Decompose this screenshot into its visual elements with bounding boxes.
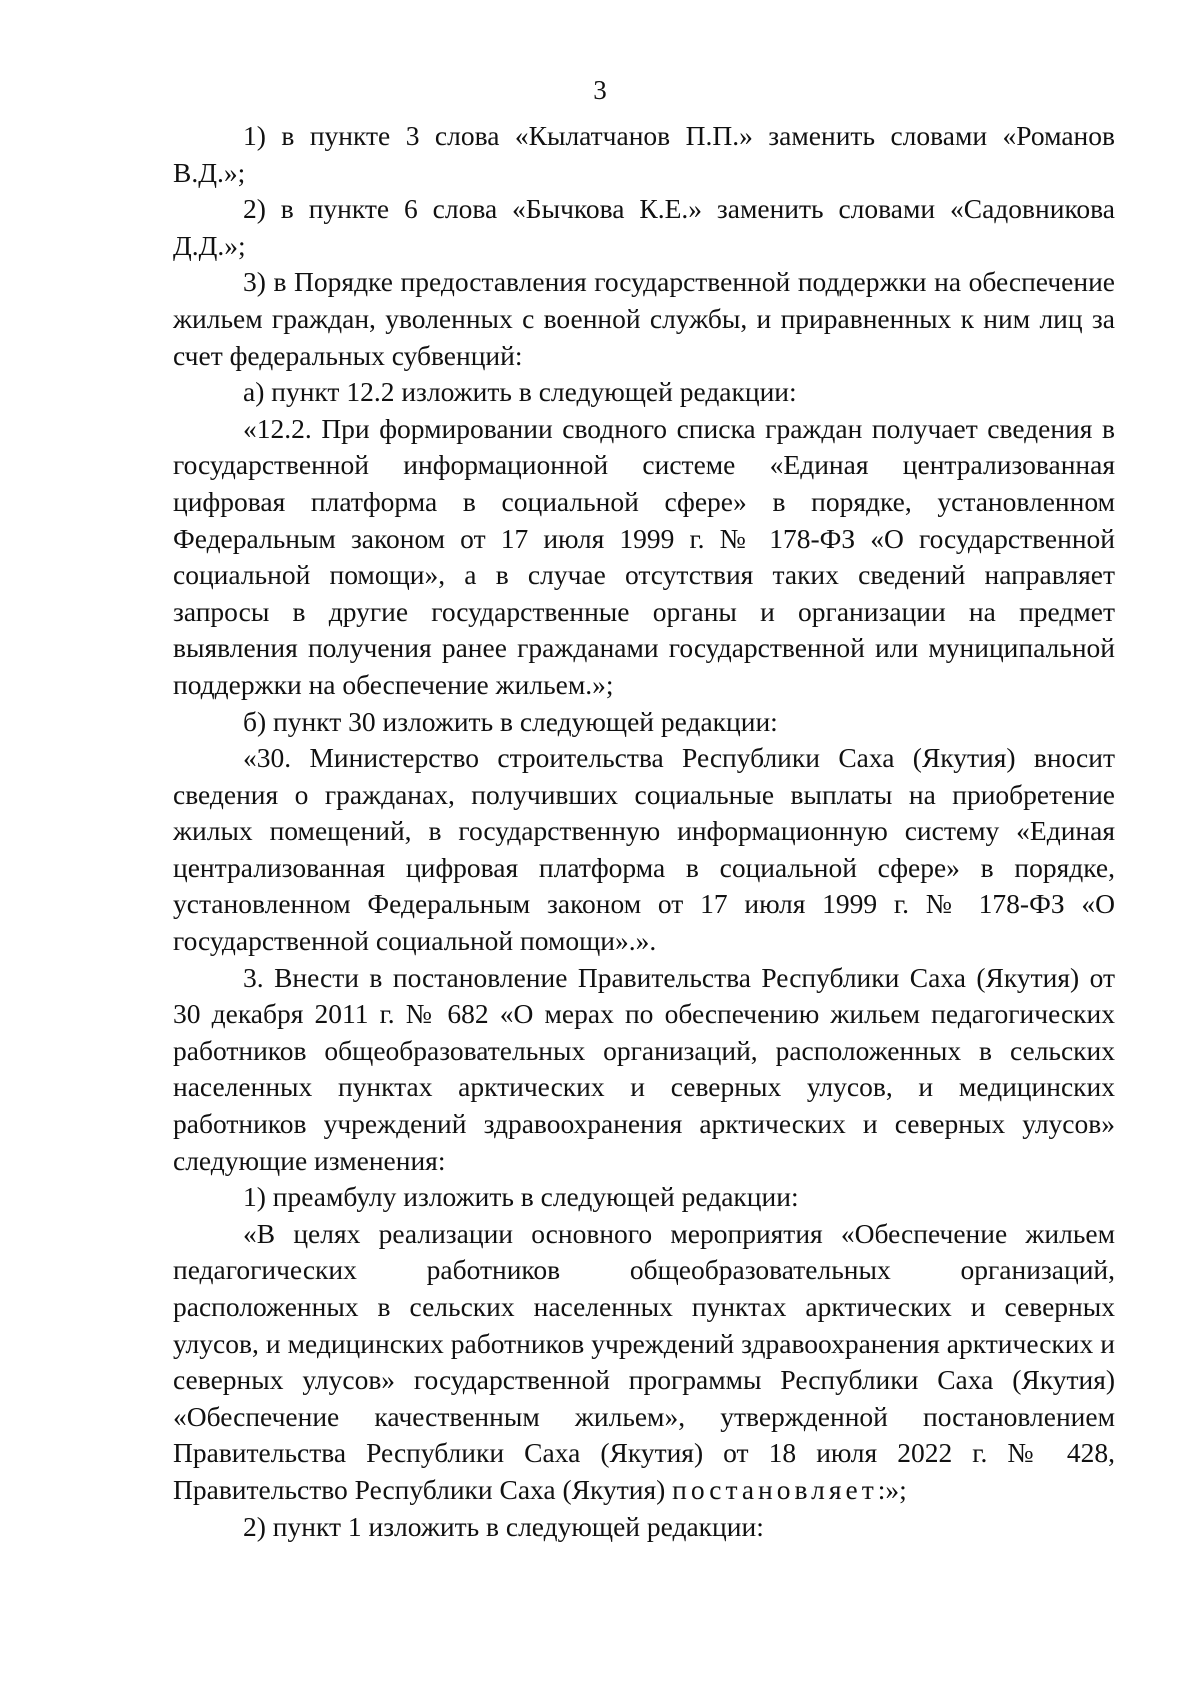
- paragraph-quote-12-2: «12.2. При формировании сводного списка граждан получает сведения в государственной информационной системе «Единая централизованная цифровая платформа в социальной сфере» в порядке, установленном Федеральным законом от 17 июля 1999 г. № 178-ФЗ «О государственной социальной помощи», а в случае отсутствия таких сведений направляет запросы в другие государственные органы и организации на предмет выявления получения ранее гражданами государственной или муниципальной поддержки на обеспечение жильем.»;: [173, 412, 1115, 700]
- decree-word: постановляет: [672, 1473, 878, 1505]
- preamble-text: «В целях реализации основного мероприятия «Обеспечение жильем педагогических работников общеобразовательных организаций, расположенных в сельских населенных пунктах арктических и северных улусов, и медицинских работников учреждений здравоохранения арктических и северных улусов» государственной программы Республики Саха (Якутия) «Обеспечение качественным жильем», утвержденной постановлением Правительства Республики Саха (Якутия) от 18 июля 2022 г. № 428, Правительство Республики Саха (Якутия): [173, 1217, 1115, 1505]
- paragraph-section-3: 3. Внести в постановление Правительства Республики Саха (Якутия) от 30 декабря 2011 г. № 682 «О мерах по обеспечению жильем педагогических работников общеобразовательных организаций, расположенных в сельских населенных пунктах арктических и северных улусов, и медицинских работников учреждений здравоохранения арктических и северных улусов» следующие изменения:: [173, 961, 1115, 1176]
- paragraph-subitem-a: а) пункт 12.2 изложить в следующей редакции:: [243, 376, 797, 408]
- paragraph-preamble-quote: [173, 1216, 1115, 1509]
- paragraph-quote-30: «30. Министерство строительства Республики Саха (Якутия) вносит сведения о гражданах, получивших социальные выплаты на приобретение жилых помещений, в государственную информационную систему «Единая централизованная цифровая платформа в социальной сфере» в порядке, установленном Федеральным законом от 17 июля 1999 г. № 178-ФЗ «О государственной социальной помощи».».: [173, 742, 1115, 957]
- document-body: [173, 118, 1115, 1545]
- paragraph-item-1: 1) в пункте 3 слова «Кылатчанов П.П.» заменить словами «Романов В.Д.»;: [173, 120, 1115, 188]
- paragraph-item-3: 3) в Порядке предоставления государственной поддержки на обеспечение жильем граждан, уволенных с военной службы, и приравненных к ним лиц за счет федеральных субвенций:: [173, 266, 1115, 371]
- paragraph-preamble-item: 1) преамбулу изложить в следующей редакции:: [243, 1181, 799, 1213]
- paragraph-subitem-b: б) пункт 30 изложить в следующей редакции:: [243, 705, 778, 737]
- paragraph-item-point-1: 2) пункт 1 изложить в следующей редакции:: [243, 1510, 764, 1542]
- decree-tail: :»;: [877, 1473, 907, 1505]
- page-number: 3: [593, 75, 607, 105]
- paragraph-item-2: 2) в пункте 6 слова «Бычкова К.Е.» заменить словами «Садовникова Д.Д.»;: [173, 193, 1115, 261]
